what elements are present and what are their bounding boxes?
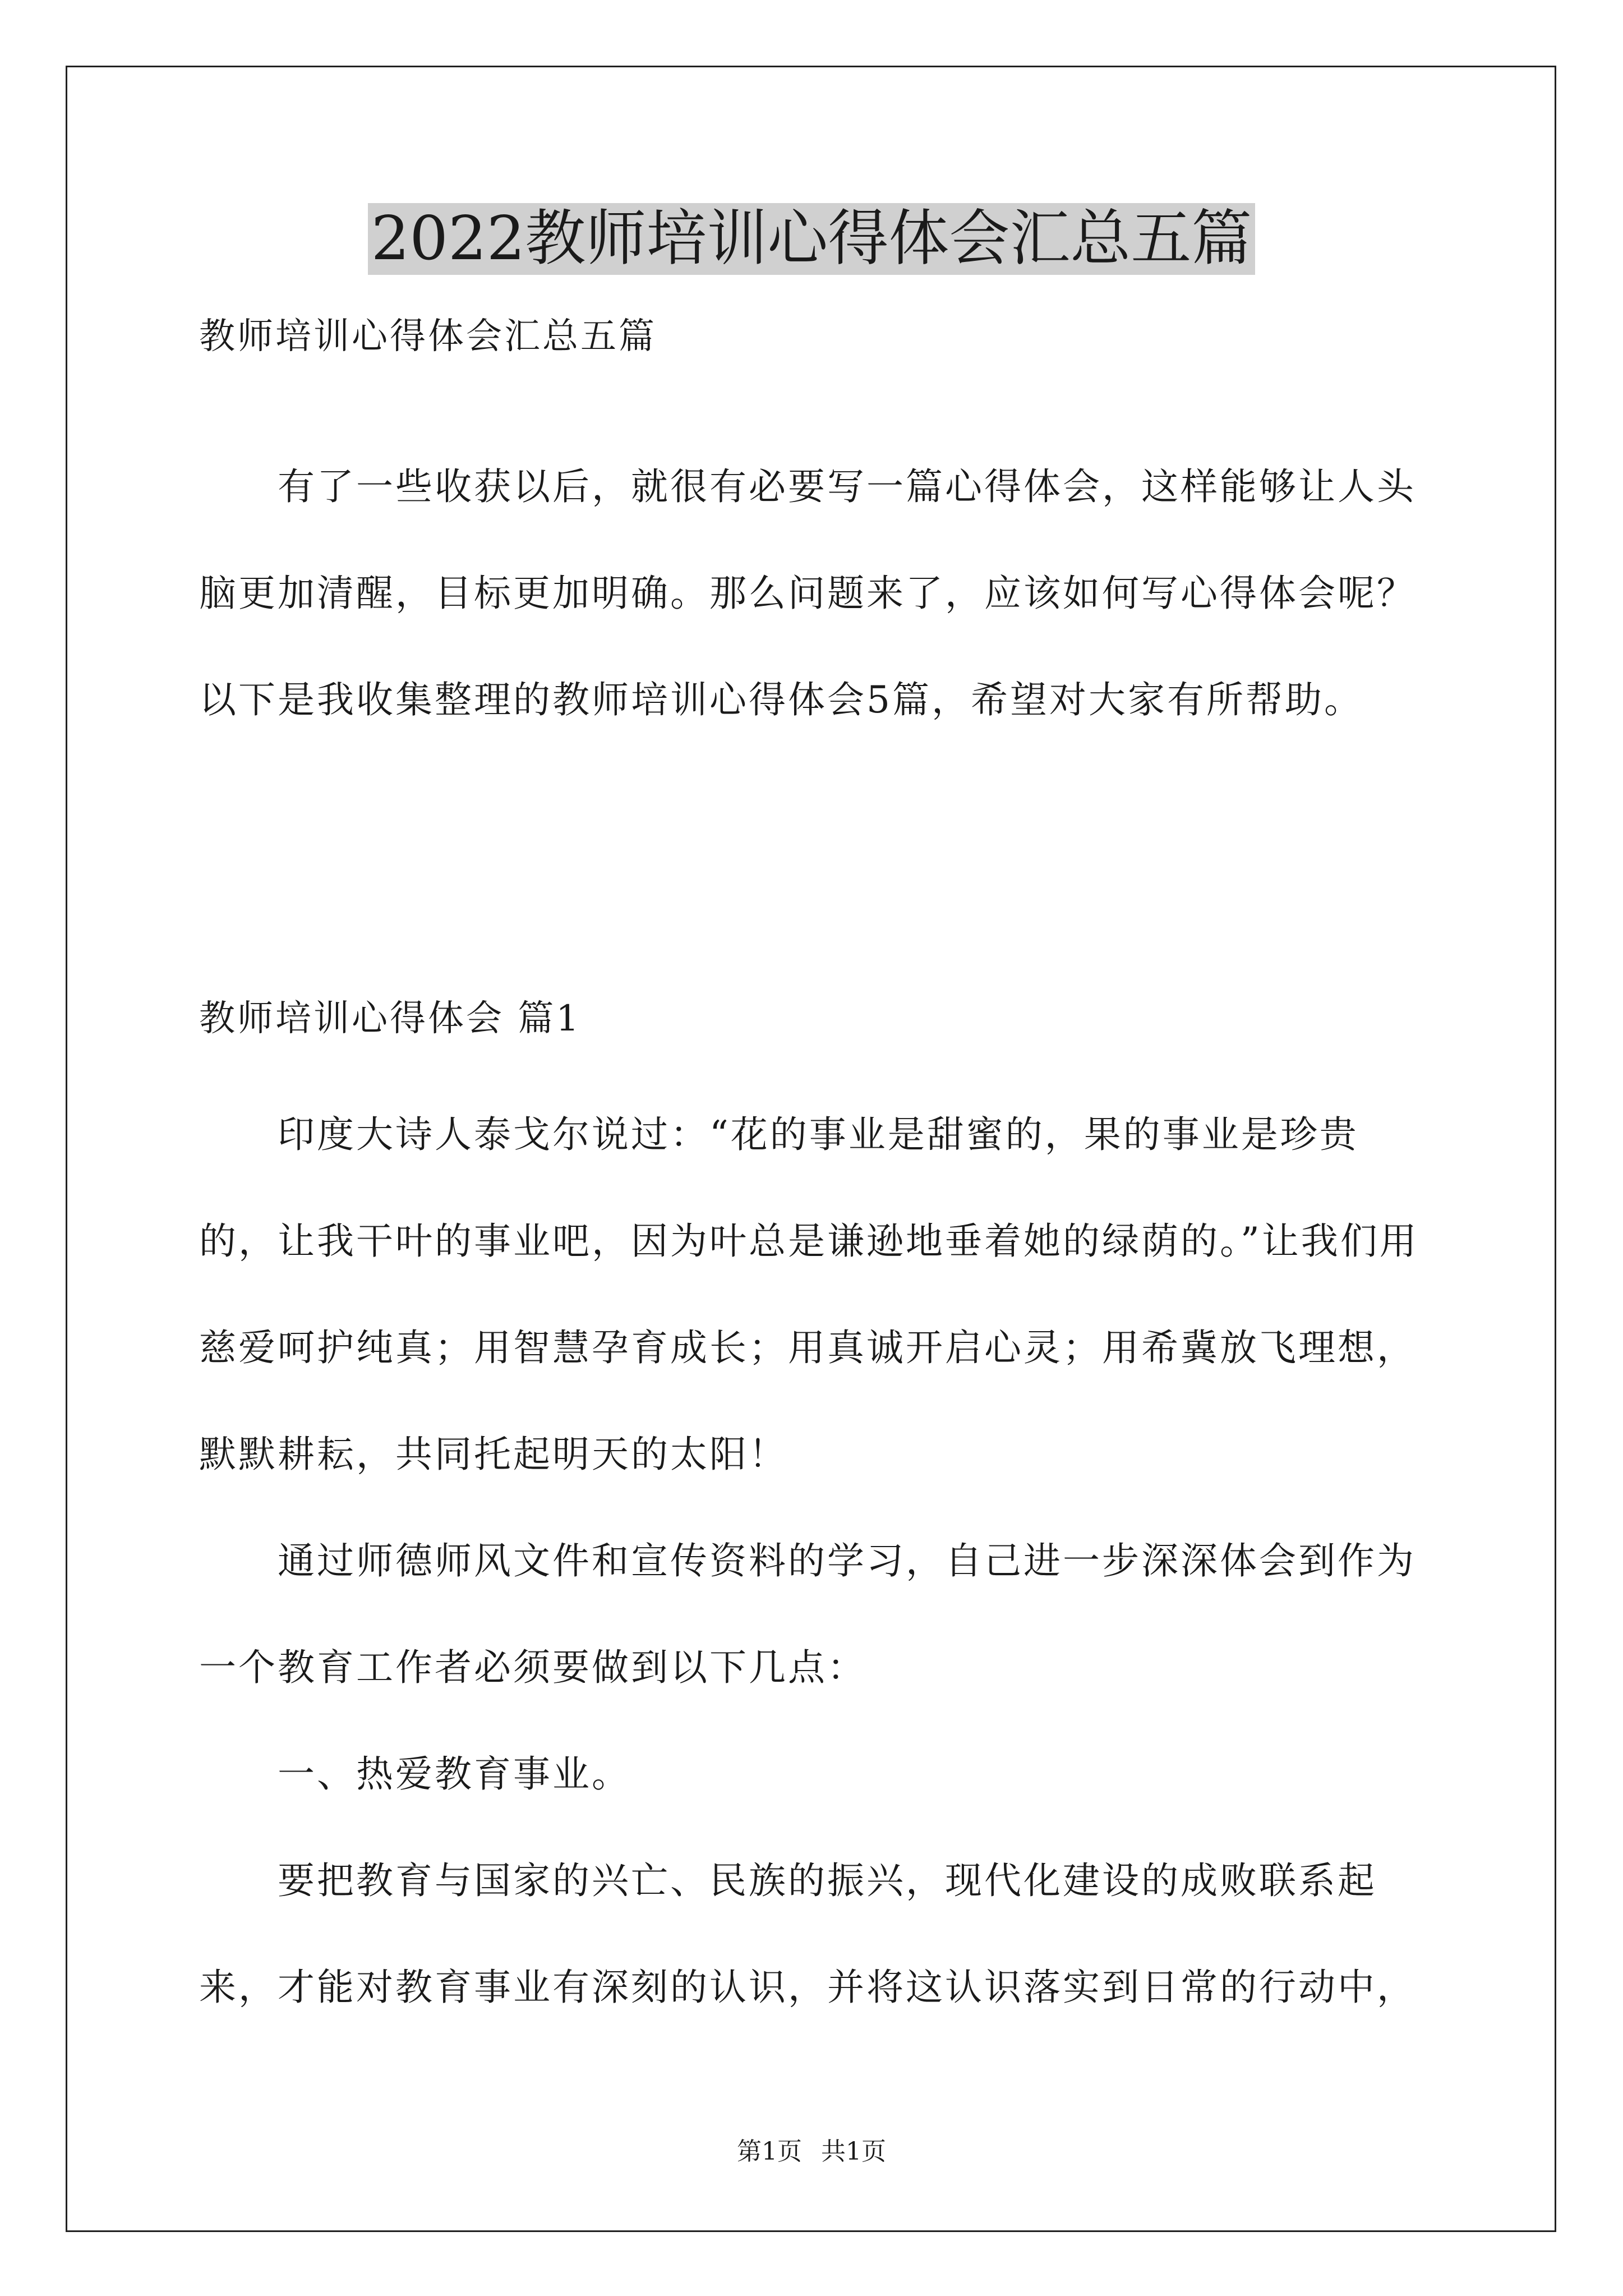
intro-paragraph: 有了一些收获以后，就很有必要写一篇心得体会，这样能够让人头脑更加清醒，目标更加明确。那么问题来了，应该如何写心得体会呢？以下是我收集整理的教师培训心得体会5篇，希望对大家有所帮助。 xyxy=(199,465,1416,721)
document-subtitle: 教师培训心得体会汇总五篇 xyxy=(199,316,657,357)
body-paragraph-1: 印度大诗人泰戈尔说过：“花的事业是甜蜜的，果的事业是珍贵的，让我干叶的事业吧，因为叶总是谦逊地垂着她的绿荫的。”让我们用慈爱呵护纯真；用智慧孕育成长；用真诚开启心灵；用希冀放飞理想，默默耕耘，共同托起明天的太阳！ xyxy=(199,1113,1419,1476)
page-number: 第1页 xyxy=(737,2137,802,2166)
page-footer xyxy=(0,2136,1623,2168)
page-total: 共1页 xyxy=(821,2137,886,2166)
body-paragraph-2: 通过师德师风文件和宣传资料的学习，自己进一步深深体会到作为一个教育工作者必须要做到以下几点： xyxy=(199,1539,1416,1689)
body-paragraph-3: 一、热爱教育事业。 xyxy=(199,1752,631,1796)
body-paragraph-4: 要把教育与国家的兴亡、民族的振兴，现代化建设的成败联系起来，才能对教育事业有深刻的认识，并将这认识落实到日常的行动中， xyxy=(199,1859,1416,2009)
document-title-text: 2022教师培训心得体会汇总五篇 xyxy=(368,203,1256,275)
document-title xyxy=(0,203,1623,275)
section-heading: 教师培训心得体会 篇1 xyxy=(199,998,582,1039)
